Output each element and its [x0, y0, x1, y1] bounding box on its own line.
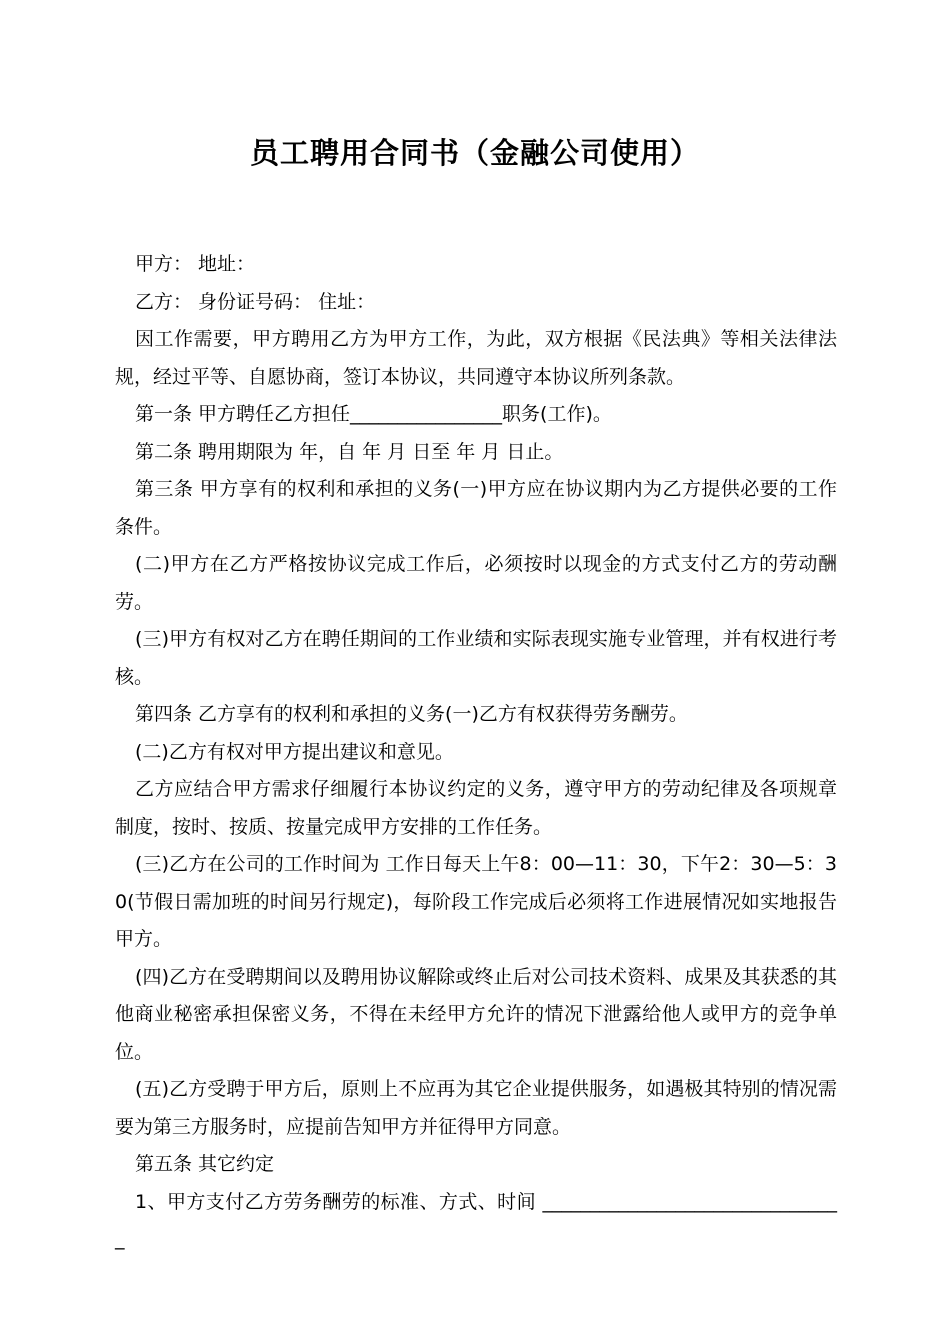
- article-2: 第二条 聘用期限为 年，自 年 月 日至 年 月 日止。: [135, 440, 564, 463]
- article-5: 第五条 其它约定: [135, 1153, 275, 1175]
- article-5-item-1: 1、甲方支付乙方劳务酬劳的标准、方式、时间 ________________________________: [115, 1190, 837, 1250]
- article-4: 第四条 乙方享有的权利和承担的义务(一)乙方有权获得劳务酬劳。: [135, 703, 688, 725]
- article-3-item-2: (二)甲方在乙方严格按协议完成工作后，必须按时以现金的方式支付乙方的劳动酬劳。: [115, 553, 837, 613]
- article-4-obligations: 乙方应结合甲方需求仔细履行本协议约定的义务，遵守甲方的劳动纪律及各项规章制度，按时、按质、按量完成甲方安排的工作任务。: [115, 778, 837, 838]
- article-3-item-3: (三)甲方有权对乙方在聘任期间的工作业绩和实际表现实施专业管理，并有权进行考核。: [115, 628, 837, 688]
- article-4-item-3: (三)乙方在公司的工作时间为 工作日每天上午8：00—11：30，下午2：30—5：30(节假日需加班的时间另行规定)，每阶段工作完成后必须将工作进展情况如实地报告甲方。: [115, 853, 837, 950]
- article-4-item-4: (四)乙方在受聘期间以及聘用协议解除或终止后对公司技术资料、成果及其获悉的其他商业秘密承担保密义务，不得在未经甲方允许的情况下泄露给他人或甲方的竞争单位。: [115, 965, 837, 1063]
- preamble-paragraph: 因工作需要，甲方聘用乙方为甲方工作，为此，双方根据《民法典》等相关法律法规，经过平等、自愿协商，签订本协议，共同遵守本协议所列条款。: [115, 328, 837, 388]
- party-a-line: 甲方： 地址：: [135, 253, 256, 275]
- article-1: 第一条 甲方聘任乙方担任________________职务(工作)。: [135, 403, 612, 425]
- article-4-item-2: (二)乙方有权对甲方提出建议和意见。: [135, 740, 454, 763]
- article-4-item-5: (五)乙方受聘于甲方后，原则上不应再为其它企业提供服务，如遇极其特别的情况需要为第三方服务时，应提前告知甲方并征得甲方同意。: [115, 1078, 837, 1138]
- document-title: 员工聘用合同书（金融公司使用）: [249, 136, 700, 170]
- article-3: 第三条 甲方享有的权利和承担的义务(一)甲方应在协议期内为乙方提供必要的工作条件。: [115, 478, 837, 538]
- document-body: [115, 246, 837, 1259]
- party-b-line: 乙方： 身份证号码： 住址：: [135, 290, 376, 313]
